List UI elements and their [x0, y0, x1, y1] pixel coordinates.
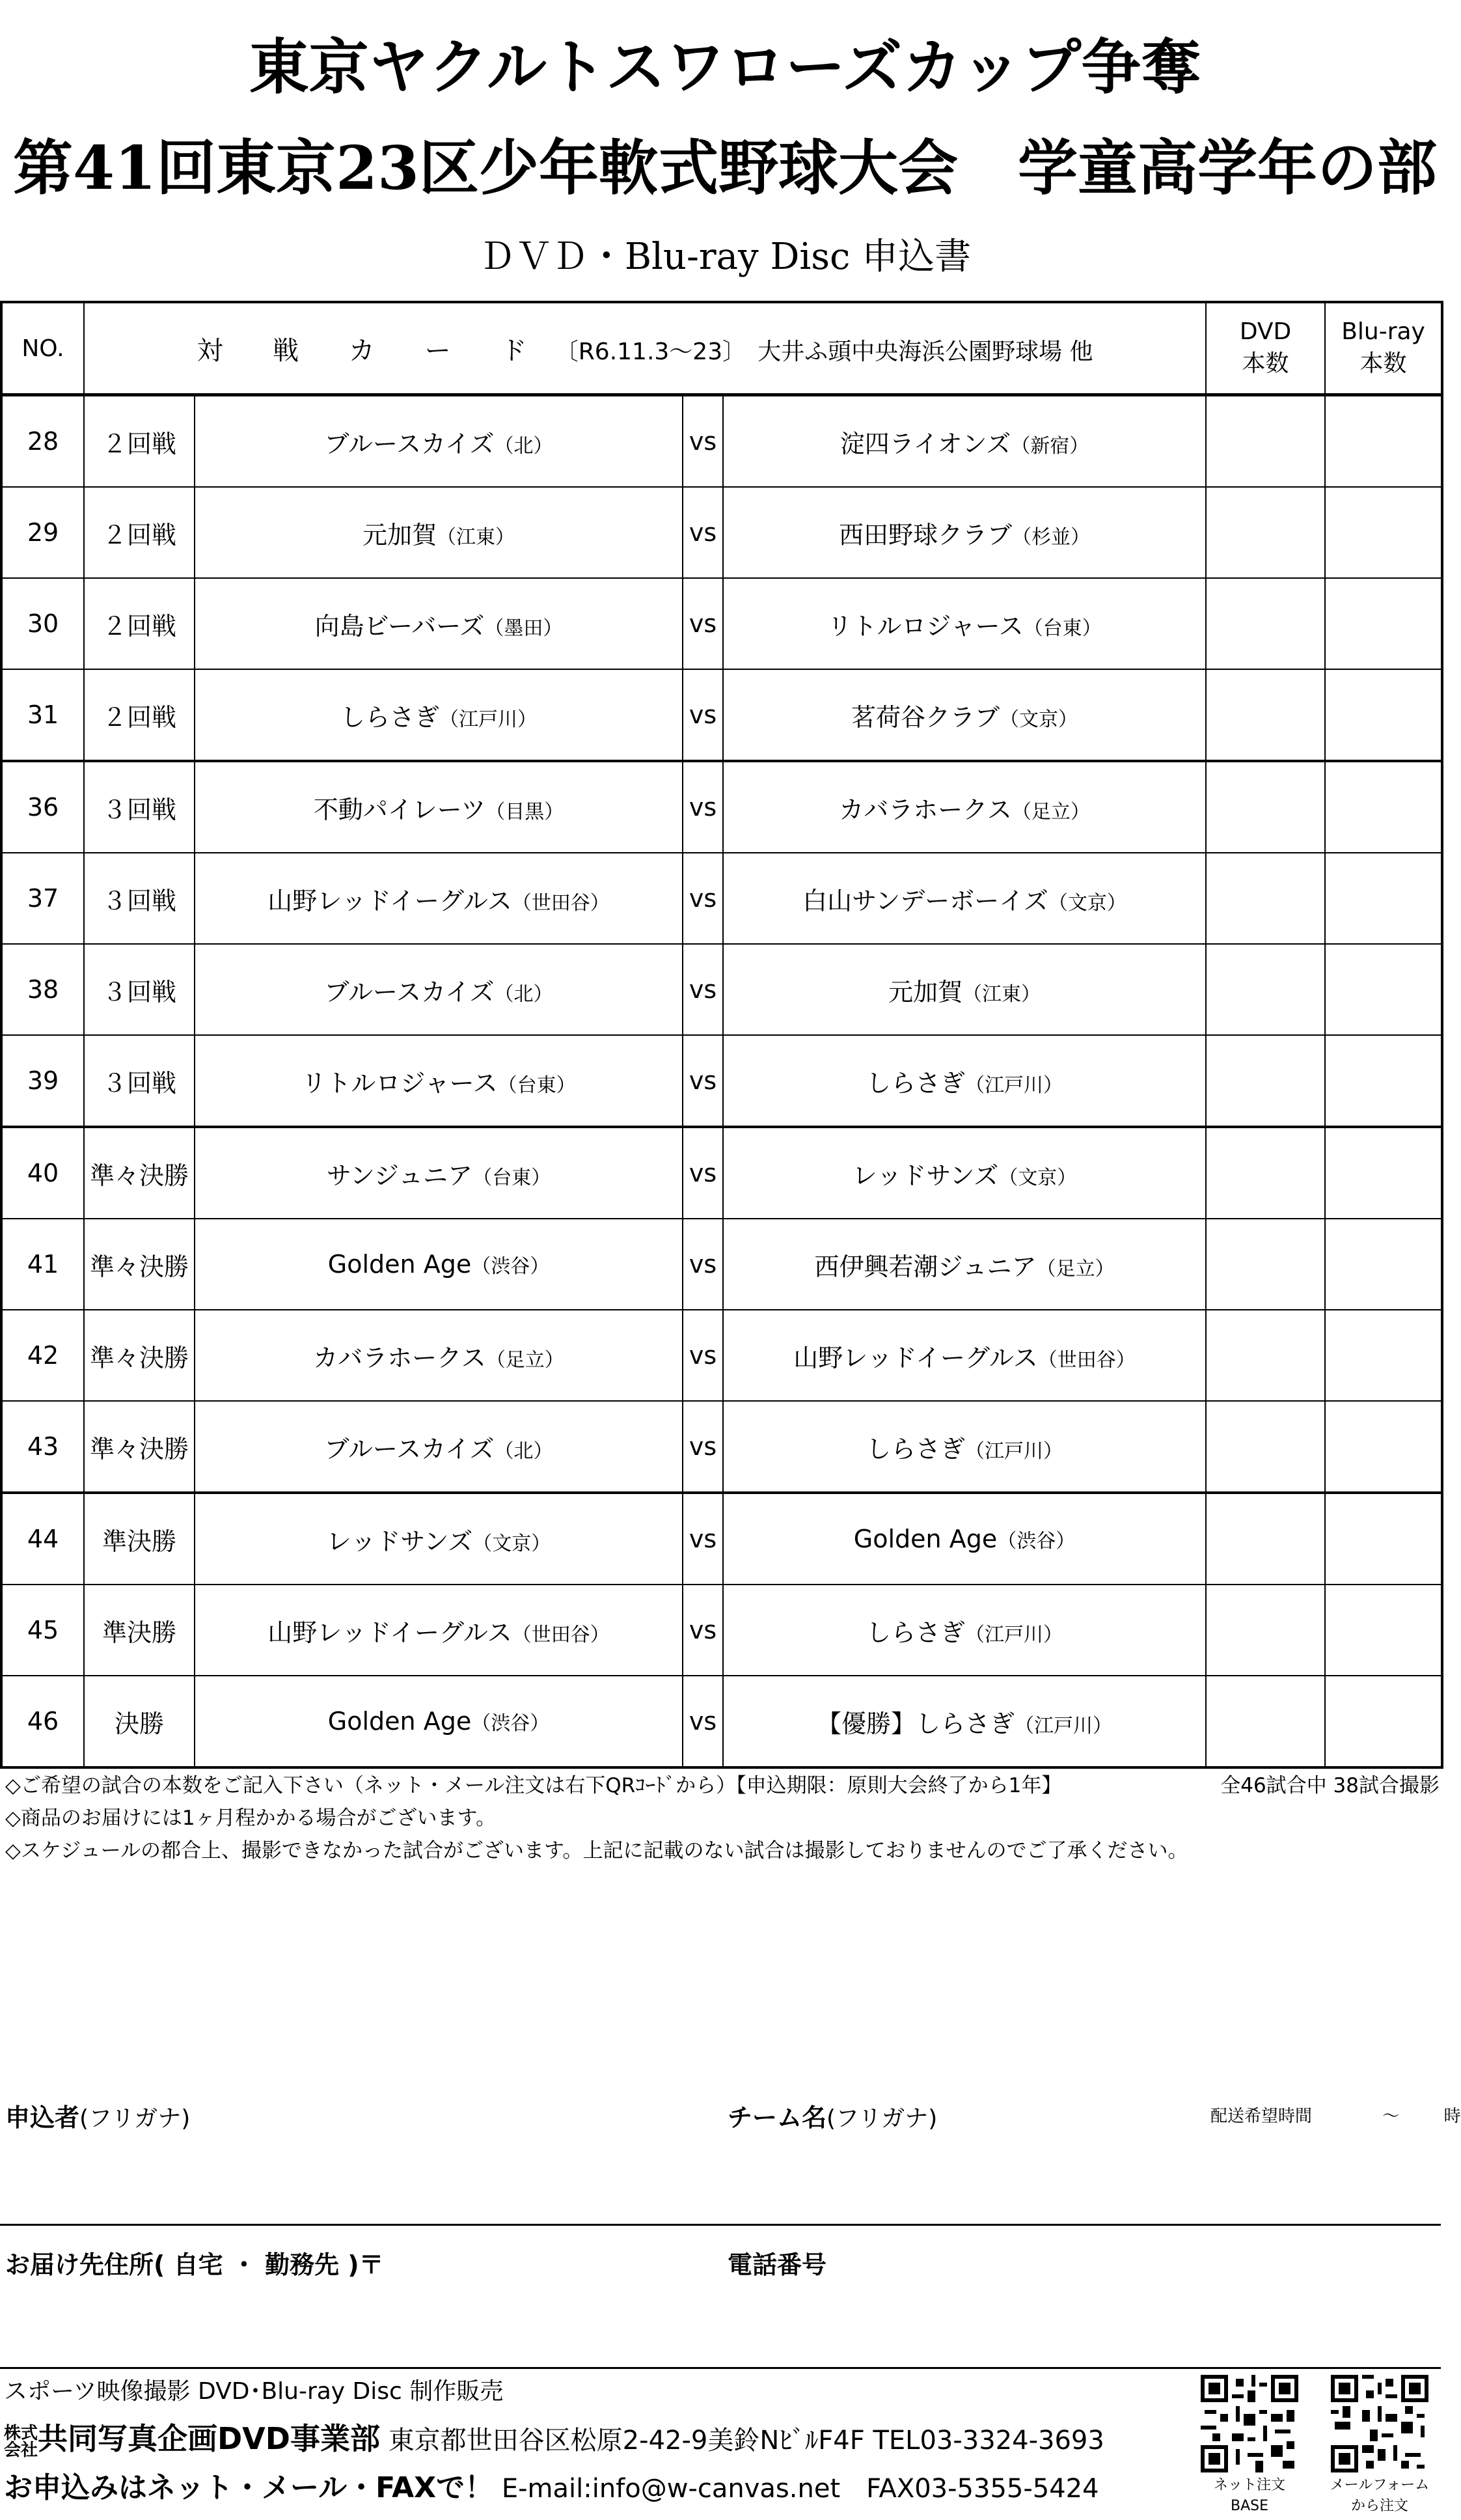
- away-team-name: 山野レッドイーグルス: [793, 1343, 1038, 1372]
- title-line2: 第41回東京23区少年軟式野球大会 学童高学年の部: [12, 133, 1438, 203]
- match-round: 準決勝: [84, 1493, 195, 1585]
- match-number: 39: [1, 1035, 84, 1127]
- home-team-name: 向島ビーバーズ: [314, 611, 485, 641]
- home-team-name: リトルロジャース: [301, 1068, 498, 1098]
- col-dvd-header: [1206, 302, 1325, 395]
- table-row: [1, 1585, 1442, 1676]
- away-team: [723, 1219, 1206, 1310]
- away-team-area: （台東）: [1023, 616, 1102, 640]
- delivery-time-field[interactable]: [1210, 2103, 1461, 2127]
- dvd-quantity-cell[interactable]: [1206, 944, 1325, 1035]
- table-row: [1, 761, 1442, 853]
- footer-tagline: スポーツ映像撮影 DVD･Blu-ray Disc 制作販売: [4, 2378, 504, 2405]
- home-team-area: （江東）: [437, 525, 515, 549]
- address-options: ( 自宅 ・ 勤務先 )〒: [154, 2250, 384, 2279]
- vs-label: vs: [683, 1035, 723, 1127]
- away-team-area: （文京）: [1048, 891, 1126, 915]
- vs-label: vs: [683, 578, 723, 669]
- note-line3: ◇スケジュールの都合上、撮影できなかった試合がございます。上記に記載のない試合は撮影しておりませんのでご了承ください。: [5, 1839, 1188, 1862]
- away-team-name: 元加賀: [888, 977, 963, 1006]
- home-team: [195, 944, 683, 1035]
- home-team: [195, 669, 683, 761]
- home-team-name: 元加賀: [362, 520, 437, 549]
- home-team-area: （渋谷）: [471, 1255, 550, 1278]
- away-team-name: Golden Age: [853, 1525, 998, 1553]
- col-bluray-line1: Blu-ray: [1341, 318, 1425, 346]
- col-no-header: NO.: [1, 302, 84, 395]
- form-divider-2: [0, 2367, 1441, 2369]
- dvd-quantity-cell[interactable]: [1206, 669, 1325, 761]
- match-number: 29: [1, 487, 84, 578]
- home-team-area: （江戸川）: [439, 708, 537, 731]
- away-team: [723, 395, 1206, 488]
- col-dvd-line1: DVD: [1239, 318, 1292, 346]
- away-team-name: リトルロジャース: [827, 611, 1024, 641]
- qr-code-base-caption-line1: ネット注文: [1213, 2477, 1285, 2493]
- match-round: ３回戦: [84, 1035, 195, 1127]
- vs-label: vs: [683, 669, 723, 761]
- away-team-area: （江戸川）: [1015, 1714, 1113, 1738]
- home-team-area: （世田谷）: [512, 891, 610, 915]
- address-field[interactable]: [5, 2245, 384, 2280]
- team-kana: (フリガナ): [826, 2105, 938, 2132]
- away-team: [723, 1035, 1206, 1127]
- home-team: [195, 1035, 683, 1127]
- home-team: [195, 1585, 683, 1676]
- home-team: [195, 1310, 683, 1401]
- away-team-area: （渋谷）: [997, 1530, 1076, 1553]
- home-team-name: 山野レッドイーグルス: [267, 886, 512, 915]
- bluray-quantity-cell[interactable]: [1325, 1493, 1442, 1585]
- table-row: [1, 1035, 1442, 1127]
- match-number: 41: [1, 1219, 84, 1310]
- applicant-label: 申込者: [5, 2103, 80, 2132]
- col-dvd-line2: 本数: [1242, 350, 1289, 377]
- match-number: 45: [1, 1585, 84, 1676]
- qr-code-base-caption: [1194, 2475, 1305, 2517]
- match-number: 38: [1, 944, 84, 1035]
- match-round: ２回戦: [84, 487, 195, 578]
- away-team: [723, 1401, 1206, 1493]
- match-round: ３回戦: [84, 944, 195, 1035]
- bluray-quantity-cell[interactable]: [1325, 578, 1442, 669]
- title-line1: 東京ヤクルトスワローズカップ争奪: [249, 32, 1201, 102]
- away-team-area: （世田谷）: [1037, 1348, 1136, 1372]
- dvd-quantity-cell[interactable]: [1206, 761, 1325, 853]
- home-team: [195, 1127, 683, 1219]
- bluray-quantity-cell[interactable]: [1325, 761, 1442, 853]
- home-team: [195, 395, 683, 488]
- away-team-name: カバラホークス: [839, 795, 1012, 824]
- home-team-area: （足立）: [485, 1348, 564, 1372]
- home-team-area: （渋谷）: [471, 1712, 550, 1735]
- away-team-area: （杉並）: [1012, 525, 1091, 549]
- away-team-name: レッドサンズ: [852, 1161, 999, 1190]
- match-round: 準決勝: [84, 1585, 195, 1676]
- home-team: [195, 487, 683, 578]
- qr-code-mailform-caption-line2: から注文: [1350, 2498, 1408, 2514]
- table-row: [1, 1127, 1442, 1219]
- bluray-quantity-cell[interactable]: [1325, 1127, 1442, 1219]
- table-row: [1, 853, 1442, 944]
- table-row: [1, 944, 1442, 1035]
- dvd-quantity-cell[interactable]: [1206, 578, 1325, 669]
- away-team-name: 淀四ライオンズ: [840, 429, 1011, 458]
- home-team-name: Golden Age: [327, 1250, 472, 1279]
- bluray-quantity-cell[interactable]: [1325, 487, 1442, 578]
- home-team-area: （北）: [494, 434, 553, 458]
- match-number: 40: [1, 1127, 84, 1219]
- title-line3: ＤＶＤ・Blu-ray Disc 申込書: [478, 236, 972, 278]
- home-team-name: ブルースカイズ: [324, 977, 495, 1006]
- footer-contact[interactable]: E-mail:info@w-canvas.net FAX03-5355-5424: [501, 2474, 1099, 2504]
- team-label: チーム名: [728, 2103, 827, 2132]
- col-card-info: 〔R6.11.3～23〕 大井ふ頭中央海浜公園野球場 他: [554, 338, 1093, 365]
- dvd-quantity-cell[interactable]: [1206, 395, 1325, 488]
- home-team: [195, 1676, 683, 1767]
- table-row: [1, 487, 1442, 578]
- dvd-quantity-cell[interactable]: [1206, 853, 1325, 944]
- delivery-time-label: 配送希望時間: [1210, 2107, 1313, 2126]
- col-card-label: 対 戦 カ ー ド: [197, 335, 548, 366]
- home-team-area: （墨田）: [484, 616, 563, 640]
- away-team-area: （江東）: [963, 982, 1041, 1006]
- applicant-field[interactable]: [5, 2098, 190, 2133]
- home-team-name: 不動パイレーツ: [313, 795, 486, 824]
- away-team: [723, 1127, 1206, 1219]
- dvd-quantity-cell[interactable]: [1206, 487, 1325, 578]
- qr-code-base-caption-line2: BASE: [1230, 2498, 1268, 2514]
- home-team-area: （世田谷）: [512, 1623, 610, 1646]
- delivery-time-unit: 時: [1443, 2107, 1461, 2126]
- away-team: [723, 1676, 1206, 1767]
- home-team: [195, 1219, 683, 1310]
- home-team-name: Golden Age: [327, 1707, 472, 1736]
- bluray-quantity-cell[interactable]: [1325, 853, 1442, 944]
- table-row: [1, 1401, 1442, 1493]
- col-bluray-line2: 本数: [1359, 350, 1407, 377]
- away-team: [723, 487, 1206, 578]
- away-team-area: （新宿）: [1011, 434, 1089, 458]
- vs-label: vs: [683, 1493, 723, 1585]
- dvd-quantity-cell[interactable]: [1206, 1310, 1325, 1401]
- away-team-name: 白山サンデーボーイズ: [802, 886, 1048, 915]
- away-team-name: 西伊興若潮ジュニア: [814, 1252, 1037, 1281]
- vs-label: vs: [683, 1676, 723, 1767]
- home-team-area: （北）: [494, 982, 553, 1006]
- vs-label: vs: [683, 1401, 723, 1493]
- away-team-area: （江戸川）: [965, 1439, 1063, 1463]
- home-team-name: レッドサンズ: [326, 1527, 473, 1556]
- qr-code-base-icon: [1201, 2375, 1298, 2472]
- qr-code-base[interactable]: [1201, 2375, 1298, 2472]
- vs-label: vs: [683, 487, 723, 578]
- home-team: [195, 578, 683, 669]
- bluray-quantity-cell[interactable]: [1325, 1219, 1442, 1310]
- shooting-count: 全46試合中 38試合撮影: [1220, 1774, 1440, 1797]
- phone-label: 電話番号: [728, 2250, 827, 2279]
- vs-label: vs: [683, 1585, 723, 1676]
- away-team-name: 【優勝】しらさぎ: [817, 1709, 1015, 1738]
- footer-kabushiki: 株式会社: [4, 2424, 38, 2460]
- match-round: 準々決勝: [84, 1127, 195, 1219]
- away-team-area: （足立）: [1036, 1257, 1115, 1281]
- dvd-quantity-cell[interactable]: [1206, 1585, 1325, 1676]
- bluray-quantity-cell[interactable]: [1325, 944, 1442, 1035]
- away-team-area: （江戸川）: [965, 1623, 1063, 1646]
- vs-label: vs: [683, 761, 723, 853]
- home-team-name: ブルースカイズ: [324, 1434, 495, 1463]
- dvd-quantity-cell[interactable]: [1206, 1493, 1325, 1585]
- bluray-quantity-cell[interactable]: [1325, 1035, 1442, 1127]
- match-number: 28: [1, 395, 84, 488]
- match-round: 準々決勝: [84, 1401, 195, 1493]
- away-team: [723, 853, 1206, 944]
- bluray-quantity-cell[interactable]: [1325, 1310, 1442, 1401]
- match-round: ２回戦: [84, 669, 195, 761]
- table-row: [1, 1310, 1442, 1401]
- away-team: [723, 1310, 1206, 1401]
- applicant-kana: (フリガナ): [79, 2105, 191, 2132]
- match-number: 44: [1, 1493, 84, 1585]
- away-team-name: しらさぎ: [866, 1068, 966, 1098]
- notes: [5, 1769, 1188, 1867]
- team-field[interactable]: [728, 2098, 937, 2133]
- qr-code-mailform-caption: [1324, 2475, 1435, 2517]
- bluray-quantity-cell[interactable]: [1325, 1585, 1442, 1676]
- dvd-quantity-cell[interactable]: [1206, 1035, 1325, 1127]
- away-team: [723, 1493, 1206, 1585]
- home-team-name: ブルースカイズ: [324, 429, 495, 458]
- match-round: ３回戦: [84, 853, 195, 944]
- footer-contact-line: [4, 2464, 1099, 2506]
- note-line2: ◇商品のお届けには1ヶ月程かかる場合がございます。: [5, 1807, 497, 1830]
- footer-order-label: お申込みはネット・メール・FAXで！: [4, 2471, 494, 2504]
- dvd-quantity-cell[interactable]: [1206, 1127, 1325, 1219]
- away-team: [723, 578, 1206, 669]
- match-round: 準々決勝: [84, 1310, 195, 1401]
- qr-code-mailform[interactable]: [1331, 2375, 1428, 2472]
- vs-label: vs: [683, 395, 723, 488]
- phone-field[interactable]: [728, 2245, 826, 2280]
- match-number: 30: [1, 578, 84, 669]
- away-team-name: しらさぎ: [866, 1618, 966, 1647]
- footer-company-line: [4, 2415, 1104, 2459]
- home-team-name: カバラホークス: [313, 1343, 486, 1372]
- match-round: ２回戦: [84, 578, 195, 669]
- away-team-name: 茗荷谷クラブ: [851, 702, 1000, 732]
- away-team: [723, 944, 1206, 1035]
- away-team-area: （文京）: [998, 1166, 1077, 1189]
- home-team: [195, 1493, 683, 1585]
- bluray-quantity-cell[interactable]: [1325, 395, 1442, 488]
- match-number: 31: [1, 669, 84, 761]
- match-number: 36: [1, 761, 84, 853]
- table-row: [1, 1676, 1442, 1767]
- match-round: ２回戦: [84, 395, 195, 488]
- qr-code-mailform-caption-line1: メールフォーム: [1330, 2477, 1430, 2493]
- home-team: [195, 1401, 683, 1493]
- vs-label: vs: [683, 853, 723, 944]
- vs-label: vs: [683, 1127, 723, 1219]
- qr-code-mailform-icon: [1331, 2375, 1428, 2472]
- delivery-time-sep: ～: [1382, 2107, 1400, 2126]
- match-number: 42: [1, 1310, 84, 1401]
- away-team: [723, 761, 1206, 853]
- table-row: [1, 395, 1442, 488]
- match-number: 43: [1, 1401, 84, 1493]
- footer-company: 共同写真企画DVD事業部: [38, 2421, 380, 2456]
- home-team-name: サンジュニア: [326, 1161, 473, 1190]
- table-row: [1, 1219, 1442, 1310]
- vs-label: vs: [683, 1310, 723, 1401]
- note-line1: ◇ご希望の試合の本数をご記入下さい（ネット・メール注文は右下QRｺｰﾄﾞから）【申込期限：原則大会終了から1年】: [5, 1774, 1062, 1797]
- dvd-quantity-cell[interactable]: [1206, 1676, 1325, 1767]
- vs-label: vs: [683, 944, 723, 1035]
- match-number: 37: [1, 853, 84, 944]
- away-team: [723, 669, 1206, 761]
- vs-label: vs: [683, 1219, 723, 1310]
- away-team-area: （足立）: [1011, 800, 1090, 824]
- match-round: 準々決勝: [84, 1219, 195, 1310]
- home-team-name: 山野レッドイーグルス: [267, 1618, 512, 1647]
- away-team: [723, 1585, 1206, 1676]
- table-row: [1, 578, 1442, 669]
- away-team-name: 西田野球クラブ: [839, 520, 1013, 549]
- address-label: お届け先住所: [5, 2250, 154, 2279]
- away-team-area: （江戸川）: [965, 1073, 1063, 1097]
- home-team-area: （目黒）: [485, 800, 564, 824]
- home-team: [195, 853, 683, 944]
- home-team: [195, 761, 683, 853]
- bluray-quantity-cell[interactable]: [1325, 1676, 1442, 1767]
- match-round: 決勝: [84, 1676, 195, 1767]
- match-number: 46: [1, 1676, 84, 1767]
- table-row: [1, 669, 1442, 761]
- order-table: [0, 301, 1443, 1769]
- home-team-area: （文京）: [472, 1532, 551, 1555]
- home-team-area: （北）: [494, 1439, 553, 1463]
- home-team-name: しらさぎ: [340, 702, 439, 732]
- table-row: [1, 1493, 1442, 1585]
- away-team-area: （文京）: [1000, 708, 1078, 731]
- footer-address: 東京都世田谷区松原2-42-9美鈴NﾋﾞﾙF4F TEL03-3324-3693: [388, 2426, 1104, 2456]
- bluray-quantity-cell[interactable]: [1325, 669, 1442, 761]
- away-team-name: しらさぎ: [866, 1434, 966, 1463]
- form-divider-1: [0, 2224, 1441, 2226]
- dvd-quantity-cell[interactable]: [1206, 1401, 1325, 1493]
- col-bluray-header: [1325, 302, 1442, 395]
- bluray-quantity-cell[interactable]: [1325, 1401, 1442, 1493]
- dvd-quantity-cell[interactable]: [1206, 1219, 1325, 1310]
- match-round: ３回戦: [84, 761, 195, 853]
- home-team-area: （台東）: [497, 1073, 576, 1097]
- col-card-header: [84, 302, 1206, 395]
- home-team-area: （台東）: [472, 1166, 551, 1189]
